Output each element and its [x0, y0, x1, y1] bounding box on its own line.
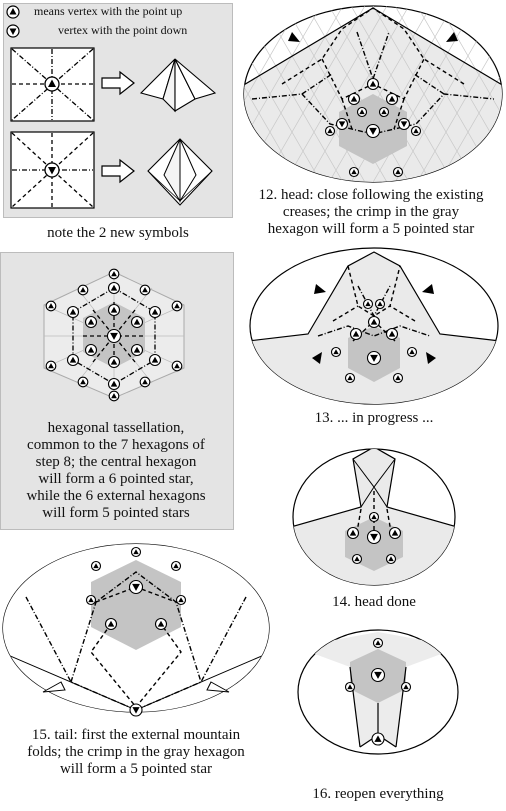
vertex-up-icon: [150, 307, 161, 318]
vertex-up-icon: [364, 300, 373, 309]
vertex-down-icon: [399, 119, 410, 130]
step-14-caption: 14. head done: [332, 594, 416, 610]
vertex-up-icon: [408, 348, 417, 357]
vertex-up-icon: [46, 301, 56, 311]
vertex-up-icon: [109, 357, 120, 368]
vertex-up-icon: [172, 562, 181, 571]
vertex-down-icon: [7, 25, 19, 37]
legend-down-text: vertex with the point down: [58, 23, 188, 37]
vertex-up-icon: [109, 391, 119, 401]
legend-pyramid-up: [135, 55, 220, 115]
vertex-up-icon: [332, 348, 341, 357]
vertex-down-icon: [108, 330, 121, 343]
vertex-up-icon: [369, 317, 380, 328]
vertex-up-icon: [394, 168, 403, 177]
step-15-diagram: [1, 542, 271, 714]
vertex-up-icon: [156, 619, 167, 630]
vertex-up-icon: [140, 377, 150, 387]
vertex-up-icon: [412, 127, 421, 136]
vertex-up-icon: [132, 345, 143, 356]
vertex-up-icon: [106, 619, 117, 630]
legend-pyramid-down: [140, 135, 220, 210]
vertex-up-icon: [376, 300, 385, 309]
arrow-icon: [100, 70, 136, 96]
vertex-up-icon: [346, 374, 355, 383]
vertex-up-icon: [109, 379, 120, 390]
vertex-up-icon: [350, 168, 359, 177]
step-12-diagram: [242, 4, 504, 184]
vertex-up-icon: [132, 548, 141, 557]
vertex-up-icon: [346, 683, 355, 692]
vertex-up-icon: [370, 513, 379, 522]
vertex-down-icon: [367, 125, 380, 138]
vertex-up-icon: [402, 683, 411, 692]
legend-note: note the 2 new symbols: [47, 225, 189, 241]
vertex-up-icon: [109, 305, 120, 316]
vertex-up-icon: [387, 555, 396, 564]
step-14-diagram: [291, 447, 457, 587]
step-13-diagram: [248, 246, 500, 406]
vertex-up-icon: [78, 377, 88, 387]
vertex-up-icon: [380, 108, 389, 117]
vertex-up-icon: [78, 285, 88, 295]
vertex-up-icon: [349, 94, 360, 105]
vertex-up-icon: [358, 108, 367, 117]
vertex-up-icon: [368, 79, 379, 90]
vertex-down-icon: [337, 119, 348, 130]
vertex-up-icon: [68, 355, 79, 366]
step-15-caption: 15. tail: first the external mountain folds; the crimp in the gray hexagon will form a 5 pointed star: [27, 727, 245, 777]
vertex-up-icon: [46, 361, 56, 371]
vertex-down-icon: [368, 352, 381, 365]
vertex-up-icon: [86, 317, 97, 328]
vertex-up-icon: [172, 361, 182, 371]
vertex-up-icon: [172, 301, 182, 311]
vertex-up-icon: [92, 562, 101, 571]
legend-up-text: means vertex with the point up: [34, 4, 183, 18]
vertex-up-icon: [7, 6, 19, 18]
vertex-up-icon: [87, 596, 96, 605]
step-16-caption: 16. reopen everything: [312, 786, 444, 802]
vertex-up-icon: [68, 307, 79, 318]
arrow-icon: [100, 158, 136, 184]
vertex-up-icon: [140, 285, 150, 295]
legend-square-down: [10, 131, 95, 209]
hexagon-tessellation: [37, 270, 192, 400]
vertex-down-icon: [368, 531, 381, 544]
step-13-caption: 13. ... in progress ...: [314, 410, 434, 426]
legend-square-up: [10, 47, 95, 122]
vertex-up-icon: [387, 329, 398, 340]
vertex-up-icon: [394, 374, 403, 383]
vertex-down-icon: [372, 669, 385, 682]
vertex-up-icon: [109, 269, 119, 279]
vertex-up-icon: [86, 345, 97, 356]
vertex-up-icon: [351, 329, 362, 340]
vertex-up-icon: [390, 528, 401, 539]
vertex-up-icon: [132, 317, 143, 328]
vertex-down-icon: [130, 581, 143, 594]
vertex-down-icon: [130, 704, 142, 716]
vertex-up-icon: [348, 528, 359, 539]
step-12-caption: 12. head: close following the existing creases; the crimp in the gray hexagon will form a 5 pointed star: [258, 187, 484, 237]
vertex-up-icon: [374, 639, 383, 648]
vertex-up-icon: [109, 283, 120, 294]
vertex-up-icon: [150, 355, 161, 366]
vertex-up-icon: [372, 733, 384, 745]
vertex-up-icon: [177, 596, 186, 605]
vertex-up-icon: [387, 94, 398, 105]
vertex-up-icon: [353, 555, 362, 564]
vertex-up-icon: [326, 127, 335, 136]
step-16-diagram: [296, 627, 460, 757]
hexagon-caption: hexagonal tassellation, common to the 7 hexagons of step 8; the central hexagon will form a 6 pointed star, while the 6 external hexagons will form 5 pointed stars: [26, 420, 206, 521]
legend-symbols: [0, 0, 40, 40]
